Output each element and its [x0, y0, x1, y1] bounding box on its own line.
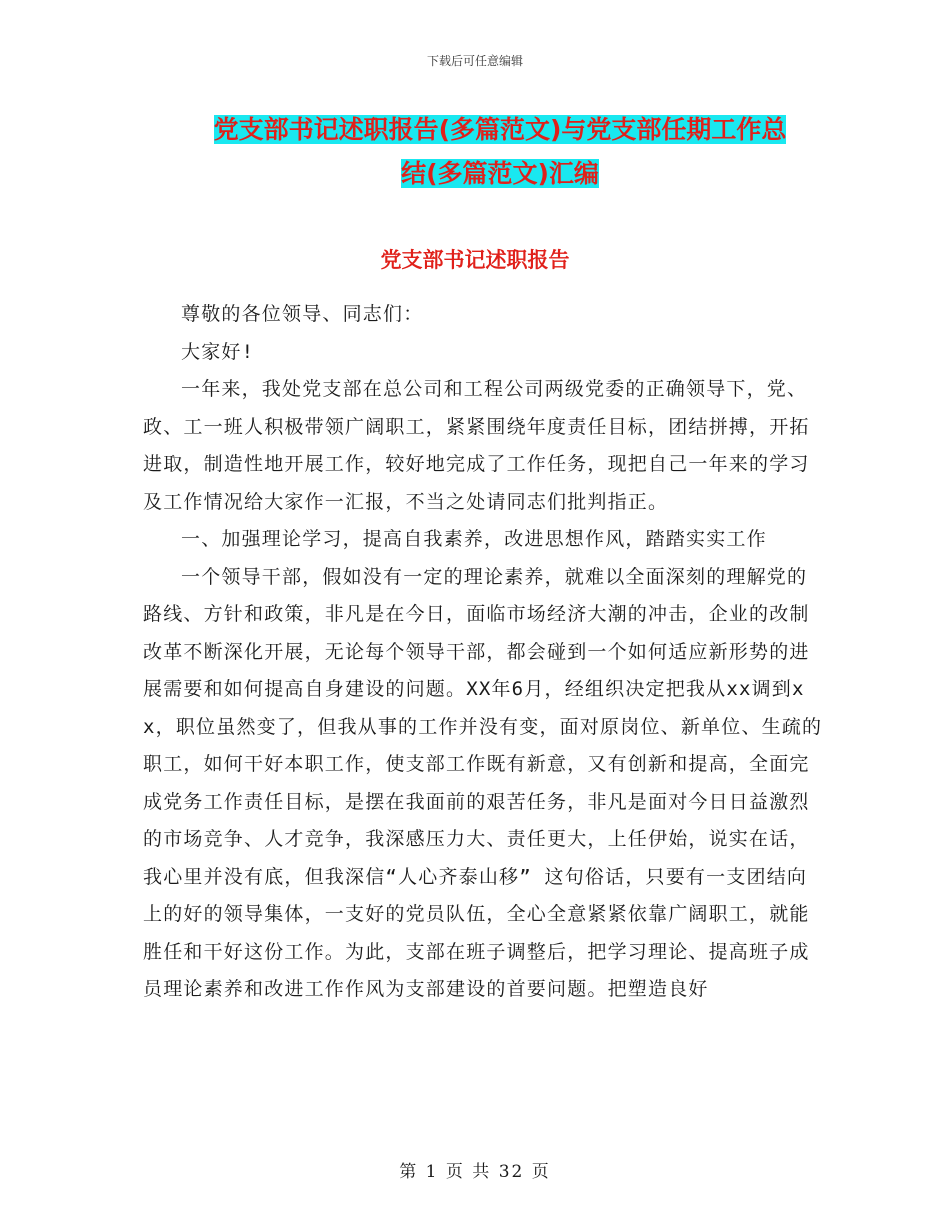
section-title: 党支部书记述职报告: [380, 248, 570, 272]
document-title-line-2: 结(多篇范文)汇编: [401, 159, 599, 188]
intro-paragraph: 一年来，我处党支部在总公司和工程公司两级党委的正确领导下，党、政、工一班人积极带领广阔职工，紧紧围绕年度责任目标，团结拼搏，开拓进取，制造性地开展工作，较好地完成了工作任务，现把自己一年来的学习及工作情况给大家作一汇报，不当之处请同志们批判指正。: [143, 378, 810, 513]
page-header-note: 下载后可任意编辑: [426, 54, 523, 68]
page-number-footer: 第 1 页 共 32 页: [399, 1162, 551, 1182]
document-title: [140, 108, 860, 196]
body-paragraph: 一个领导干部，假如没有一定的理论素养，就难以全面深刻的理解党的路线、方针和政策，非凡是在今日，面临市场经济大潮的冲击，企业的改制改革不断深化开展，无论每个领导干部，都会碰到一个如何适应新形势的进展需要和如何提高自身建设的问题。XX年6月，经组织决定把我从xx调到xx，职位虽然变了，但我从事的工作并没有变，面对原岗位、新单位、生疏的职工，如何干好本职工作，使支部工作既有新意，又有创新和提高，全面完成党务工作责任目标，是摆在我面前的艰苦任务，非凡是面对今日日益激烈的市场竞争、人才竞争，我深感压力大、责任更大，上任伊始，说实在话，我心里并没有底，但我深信“人心齐泰山移” 这句俗话，只要有一支团结向上的好的领导集体，一支好的党员队伍，全心全意紧紧依靠广阔职工，就能胜任和干好这份工作。为此，支部在班子调整后，把学习理论、提高班子成员理论素养和改进工作作风为支部建设的首要问题。把塑造良好: [143, 565, 823, 1000]
document-body: [143, 296, 823, 1009]
greeting-paragraph: 大家好!: [181, 340, 255, 363]
salutation-paragraph: 尊敬的各位领导、同志们：: [181, 303, 424, 325]
section-heading-paragraph: 一、加强理论学习，提高自我素养，改进思想作风，踏踏实实工作: [181, 528, 767, 550]
document-title-line-1: 党支部书记述职报告(多篇范文)与党支部任期工作总: [213, 115, 787, 144]
